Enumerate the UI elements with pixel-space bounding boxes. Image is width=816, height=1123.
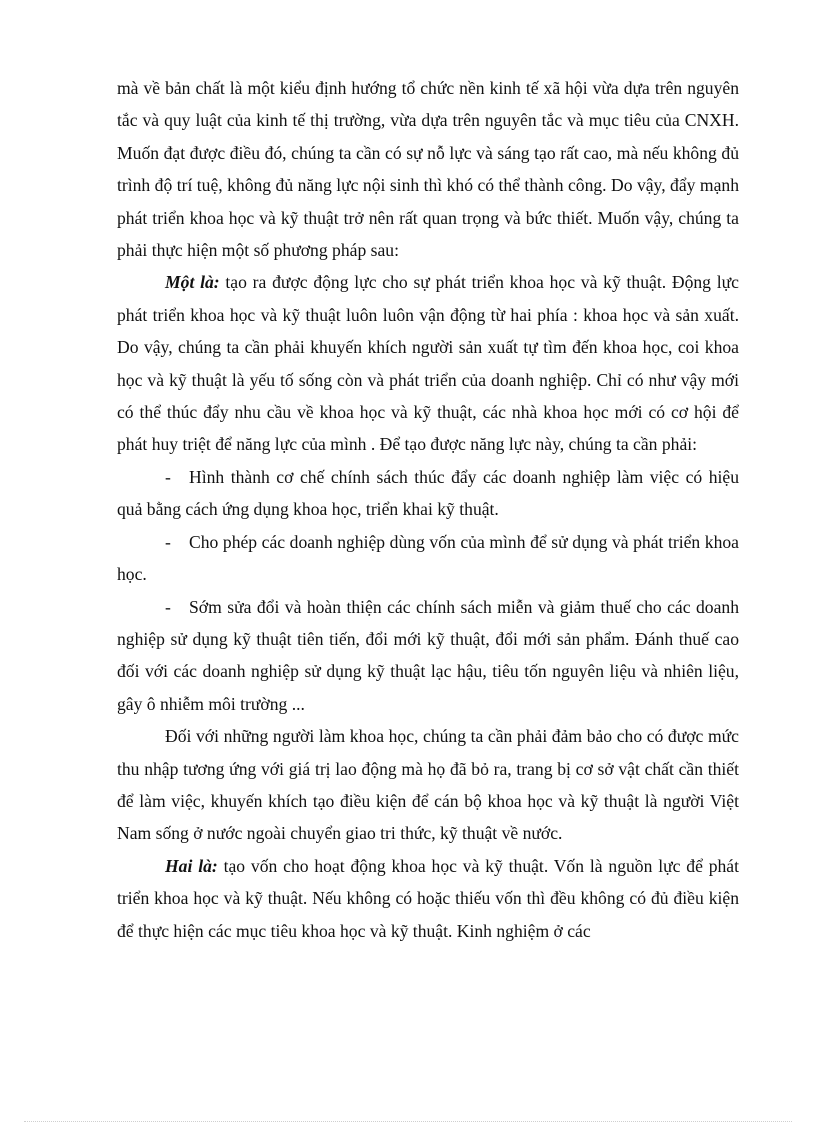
bullet-dash: -	[165, 596, 171, 617]
paragraph-lead-hai-la: Hai là:	[165, 855, 218, 876]
paragraph-4-text: tạo vốn cho hoạt động khoa học và kỹ thuật. Vốn là nguồn lực để phát triển khoa học và kỹ thuật. Nếu không có hoặc thiếu vốn thì đều không có đủ điều kiện để thực hiện các mục tiêu khoa học và kỹ thuật. Kinh nghiệm ở các	[117, 855, 740, 941]
body-paragraph-3: Đối với những người làm khoa học, chúng ta cần phải đảm bảo cho có được mức thu nhập tương ứng với giá trị lao động mà họ đã bỏ ra, trang bị cơ sở vật chất cần thiết để làm việc, khuyến khích tạo điều kiện để cán bộ khoa học và kỹ thuật là người Việt Nam sống ở nước ngoài chuyển giao tri thức, kỹ thuật về nước.	[117, 726, 739, 844]
bullet-item-1	[117, 461, 739, 526]
bullet-dash: -	[165, 466, 171, 487]
bullet-item-1-text: Hình thành cơ chế chính sách thúc đẩy các doanh nghiệp làm việc có hiệu quả bằng cách ứng dụng khoa học, triển khai kỹ thuật.	[117, 466, 739, 520]
bullet-item-2	[117, 526, 739, 591]
bullet-item-3-text: Sớm sửa đổi và hoàn thiện các chính sách miễn và giảm thuế cho các doanh nghiệp sử dụng kỹ thuật tiên tiến, đổi mới kỹ thuật, đổi mới sản phẩm. Đánh thuế cao đối với các doanh nghiệp sử dụng kỹ thuật lạc hậu, tiêu tốn nguyên liệu và nhiên liệu, gây ô nhiễm môi trường ...	[117, 596, 739, 714]
paragraph-2-text: tạo ra được động lực cho sự phát triển khoa học và kỹ thuật. Động lực phát triển khoa học và kỹ thuật luôn luôn vận động từ hai phía : khoa học và sản xuất. Do vậy, chúng ta cần phải khuyến khích người sản xuất tự tìm đến khoa học, coi khoa học và kỹ thuật là yếu tố sống còn và phát triển của doanh nghiệp. Chỉ có như vậy mới có thể thúc đẩy nhu cầu về khoa học và kỹ thuật, các nhà khoa học mới có cơ hội để phát huy triệt để năng lực của mình . Để tạo được năng lực này, chúng ta cần phải:	[117, 272, 739, 455]
page-bottom-divider	[24, 1121, 792, 1122]
paragraph-lead-mot-la: Một là:	[165, 272, 220, 293]
body-paragraph-2	[117, 266, 739, 460]
document-page	[117, 72, 739, 947]
bullet-item-3	[117, 591, 739, 721]
body-paragraph-4	[117, 850, 739, 947]
bullet-item-2-text: Cho phép các doanh nghiệp dùng vốn của mình để sử dụng và phát triển khoa học.	[117, 531, 739, 585]
body-paragraph-1: mà về bản chất là một kiểu định hướng tổ chức nền kinh tế xã hội vừa dựa trên nguyên tắc và quy luật của kinh tế thị trường, vừa dựa trên nguyên tắc và mục tiêu của CNXH. Muốn đạt được điều đó, chúng ta cần có sự nỗ lực và sáng tạo rất cao, mà nếu không đủ trình độ trí tuệ, không đủ năng lực nội sinh thì khó có thể thành công. Do vậy, đẩy mạnh phát triển khoa học và kỹ thuật trở nên rất quan trọng và bức thiết. Muốn vậy, chúng ta phải thực hiện một số phương pháp sau:	[117, 78, 739, 261]
bullet-dash: -	[165, 531, 171, 552]
